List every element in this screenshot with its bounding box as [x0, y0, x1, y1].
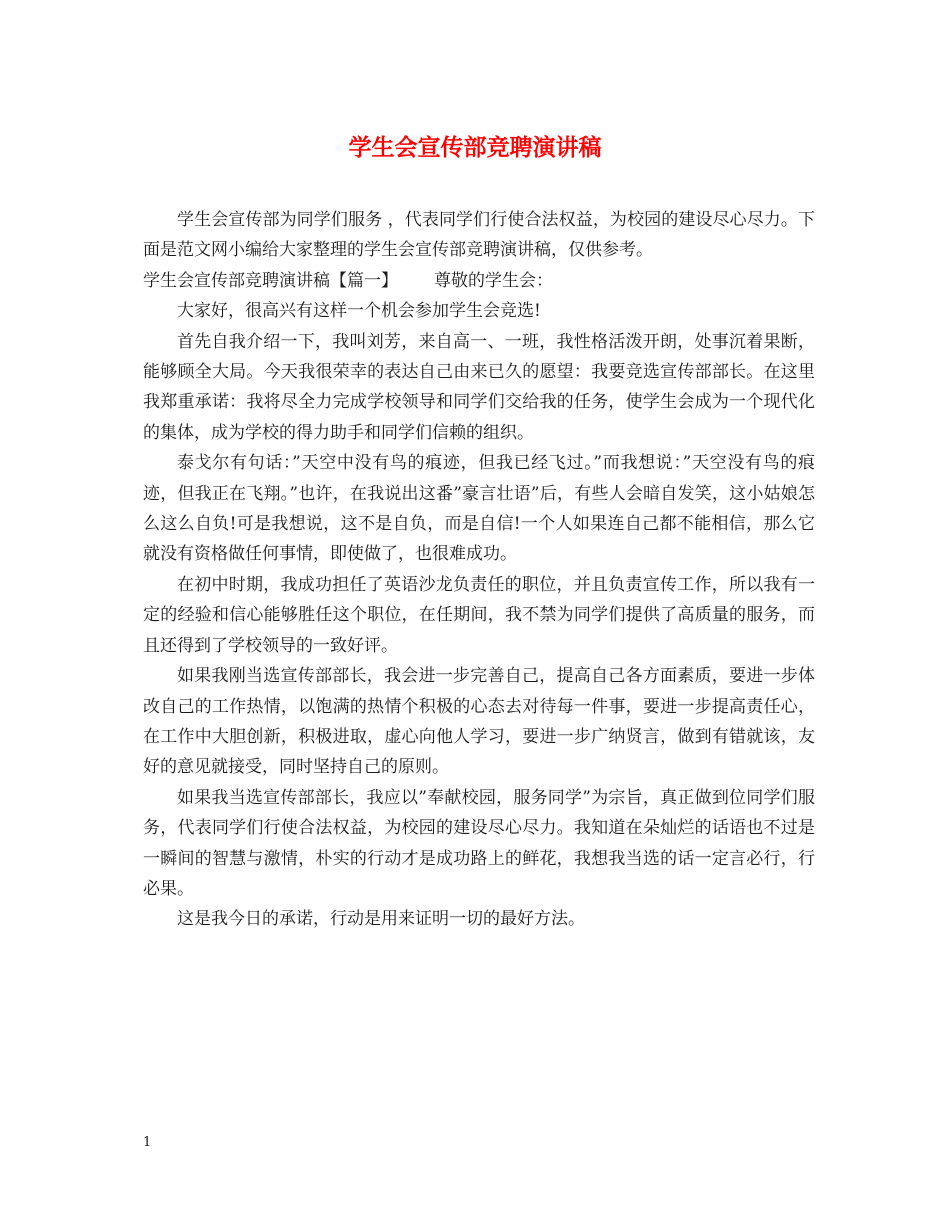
- body-paragraph: 这是我今日的承诺，行动是用来证明一切的最好方法。: [177, 909, 585, 930]
- body-paragraph: 如果我刚当选宣传部部长，我会进一步完善自己，提高自己各方面素质，要进一步体改自己的工作热情，以饱满的热情个积极的心态去对待每一件事，要进一步提高责任心，在工作中大胆创新，积极进取，虚心向他人学习，要进一步广纳贤言，做到有错就该，友好的意见就接受，同时坚持自己的原则。: [143, 666, 815, 778]
- body-paragraph: 如果我当选宣传部部长，我应以”奉献校园，服务同学”为宗旨，真正做到位同学们服务，代表同学们行使合法权益，为校园的建设尽心尽力。我知道在朵灿烂的话语也不过是一瞬间的智慧与激情，朴实的行动才是成功路上的鲜花，我想我当选的话一定言必行，行必果。: [143, 787, 815, 899]
- body-paragraph: 在初中时期，我成功担任了英语沙龙负责任的职位，并且负责宣传工作，所以我有一定的经验和信心能够胜任这个职位，在任期间，我不禁为同学们提供了高质量的服务，而且还得到了学校领导的一致好评。: [143, 574, 815, 656]
- document-body: [143, 205, 815, 935]
- body-paragraph: 泰戈尔有句话：”天空中没有鸟的痕迹，但我已经飞过。”而我想说：”天空没有鸟的痕迹，但我正在飞翔。”也许，在我说出这番”豪言壮语”后，有些人会暗自发笑，这小姑娘怎么这么自负!可是我想说，这不是自负，而是自信!一个人如果连自己都不能相信，那么它就没有资格做任何事情，即使做了，也很难成功。: [143, 453, 815, 565]
- document-title: 学生会宣传部竞聘演讲稿: [348, 134, 602, 161]
- intro-paragraph: 学生会宣传部为同学们服务 ，代表同学们行使合法权益，为校园的建设尽心尽力。下面是范文网小编给大家整理的学生会宣传部竞聘演讲稿，仅供参考。: [143, 210, 815, 261]
- section-heading-line: [143, 266, 815, 296]
- page-number: 1: [143, 1135, 152, 1150]
- section-heading: 学生会宣传部竞聘演讲稿【篇一】: [143, 270, 398, 291]
- body-paragraph: 首先自我介绍一下，我叫刘芳，来自高一、一班，我性格活泼开朗，处事沉着果断，能够顾全大局。今天我很荣幸的表达自己由来已久的愿望：我要竞选宣传部部长。在这里我郑重承诺：我将尽全力完成学校领导和同学们交给我的任务，使学生会成为一个现代化的集体，成为学校的得力助手和同学们信赖的组织。: [143, 331, 815, 443]
- body-paragraph: 大家好，很高兴有这样一个机会参加学生会竞选!: [177, 301, 541, 322]
- salutation: 尊敬的学生会：: [434, 270, 553, 291]
